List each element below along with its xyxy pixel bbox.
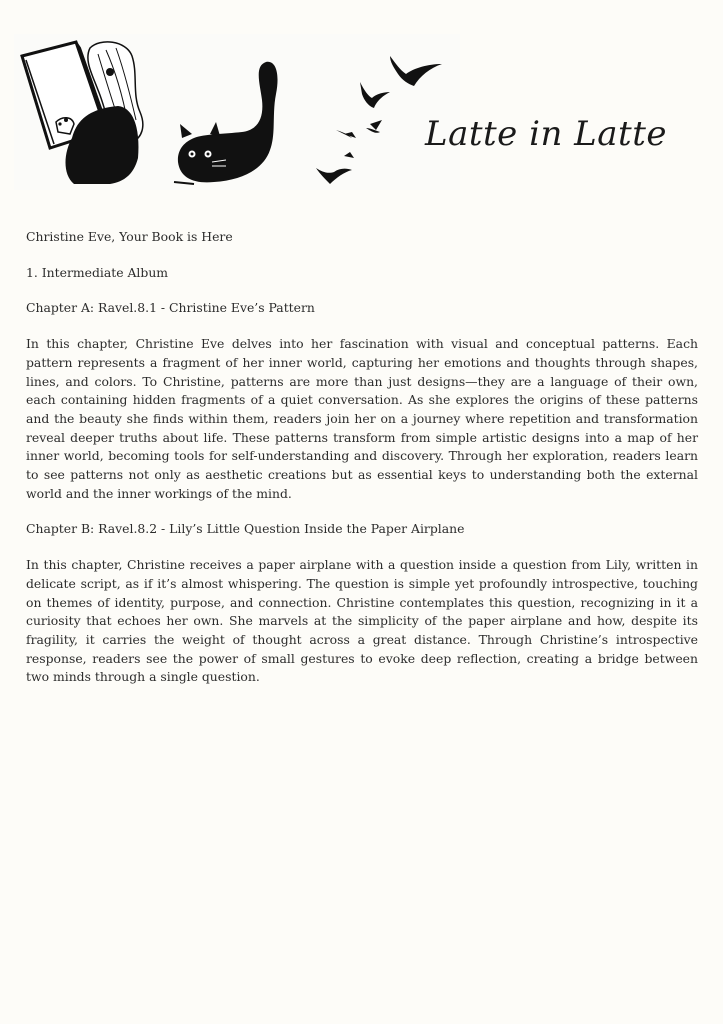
cat-illustration: [174, 62, 278, 184]
chapter-a-body: In this chapter, Christine Eve delves into her fascination with visual and conceptual patterns. Each pattern represents a fragment of her inner world, capturing her emotions and thoughts through shapes, lines, and colors. To Christine, patterns are more than just designs—they are a language of their own, each containing hidden fragments of a quiet conversation. As she explores the origins of these patterns and the beauty she finds within them, readers join her on a journey where repetition and transformation reveal deeper truths about life. These patterns transform from simple artistic designs into a map of her inner world, becoming tools for self-understanding and discovery. Through her exploration, readers learn to see patterns not only as aesthetic creations but as essential keys to understanding both the external world and the inner workings of the mind.: [26, 336, 698, 501]
header: [0, 0, 723, 200]
chapter-b-title: Chapter B: Ravel.8.2 - Lily’s Little Question Inside the Paper Airplane: [26, 521, 465, 537]
brand-title: Latte in Latte: [425, 114, 667, 154]
chapter-a-title: Chapter A: Ravel.8.1 - Christine Eve’s Pattern: [26, 300, 315, 316]
document-heading: Christine Eve, Your Book is Here: [26, 229, 233, 244]
header-illustration: [14, 34, 460, 190]
illustration-svg: [14, 34, 460, 190]
birds-illustration: [316, 56, 442, 184]
album-title: 1. Intermediate Album: [26, 264, 169, 280]
document-body: [26, 228, 698, 704]
chapter-b-body: In this chapter, Christine receives a paper airplane with a question inside a question from Lily, written in delicate script, as if it’s almost whispering. The question is simple yet profoundly introspective, touching on themes of identity, purpose, and connection. Christine contemplates this question, recognizing in it a curiosity that echoes her own. She marvels at the simplicity of the paper airplane and how, despite its fragility, it carries the weight of thought across a great distance. Through Christine’s introspective response, readers see the power of small gestures to evoke deep reflection, creating a bridge between two minds through a single question.: [26, 557, 698, 685]
